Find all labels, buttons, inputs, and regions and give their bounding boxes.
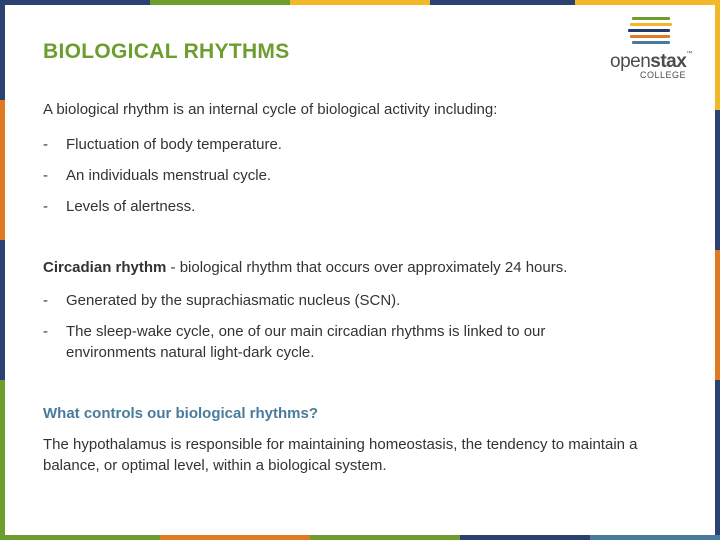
bullet-dash: - [43, 136, 48, 153]
answer-paragraph: The hypothalamus is responsible for maintaining homeostasis, the tendency to maintain a balance, or optimal level, within a biological system. [43, 436, 638, 474]
frame-right-2 [715, 110, 720, 250]
question-heading: What controls our biological rhythms? [43, 405, 319, 422]
frame-top-4 [430, 0, 575, 5]
bullet-text: Levels of alertness. [66, 198, 196, 215]
frame-bottom-4 [460, 535, 590, 540]
circadian-def-text: - biological rhythm that occurs over approximately 24 hours. [166, 259, 568, 276]
frame-right-3 [715, 250, 720, 380]
logo-word-stax: stax [650, 51, 687, 72]
intro-paragraph: A biological rhythm is an internal cycle of biological activity including: [43, 101, 498, 118]
logo-stripe [630, 35, 670, 38]
bullet-text: The sleep-wake cycle, one of our main circadian rhythms is linked to our environments natural light-dark cycle. [66, 323, 546, 361]
frame-left-3 [0, 240, 5, 380]
logo-word-open: open [610, 51, 651, 72]
logo-college-label: COLLEGE [640, 70, 687, 80]
bullet-dash: - [43, 198, 48, 215]
frame-bottom-2 [160, 535, 310, 540]
frame-left-4 [0, 380, 5, 540]
frame-bottom-1 [0, 535, 160, 540]
bullet-text: Fluctuation of body temperature. [66, 136, 282, 153]
frame-right-1 [715, 0, 720, 110]
logo-stripe [630, 23, 672, 26]
frame-left-1 [0, 0, 5, 100]
logo-stripe [632, 41, 670, 44]
bullet-dash: - [43, 292, 48, 309]
frame-left-2 [0, 100, 5, 240]
frame-top-5 [575, 0, 720, 5]
logo-stripe [628, 29, 670, 32]
frame-top-1 [0, 0, 150, 5]
bullet-dash: - [43, 323, 48, 340]
slide-title: BIOLOGICAL RHYTHMS [43, 40, 290, 63]
openstax-college-logo [610, 17, 696, 81]
logo-trademark: ™ [686, 51, 692, 57]
bullet-text: Generated by the suprachiasmatic nucleus (SCN). [66, 292, 401, 309]
circadian-term: Circadian rhythm [43, 259, 167, 276]
circadian-definition [43, 257, 567, 278]
frame-right-4 [715, 380, 720, 540]
frame-top-3 [290, 0, 430, 5]
logo-stripe [632, 17, 670, 20]
frame-bottom-3 [310, 535, 460, 540]
bullet-dash: - [43, 167, 48, 184]
frame-top-2 [150, 0, 290, 5]
bullet-text: An individuals menstrual cycle. [66, 167, 272, 184]
frame-bottom-5 [590, 535, 720, 540]
